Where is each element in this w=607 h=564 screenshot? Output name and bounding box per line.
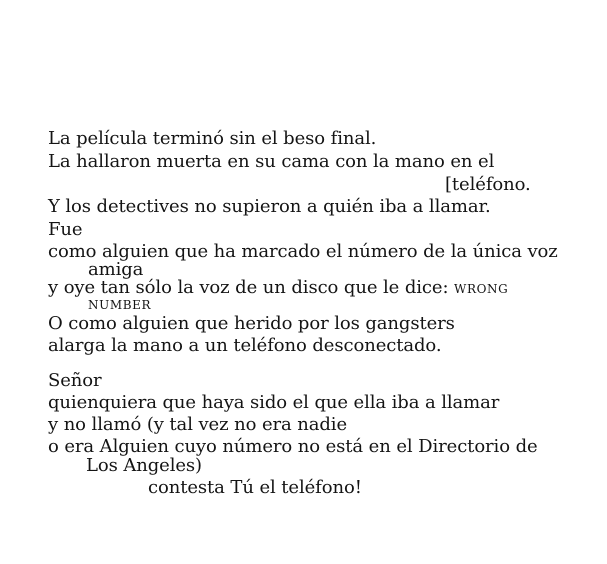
- stanza2-line-3: y no llamó (y tal vez no era nadie: [48, 414, 348, 435]
- stanza1-line-5-continuation: amiga: [88, 259, 144, 280]
- stanza1-line-2-continuation: [teléfono.: [445, 174, 531, 195]
- stanza2-line-1: Señor: [48, 370, 102, 391]
- stanza1-line-8: alarga la mano a un teléfono desconectado.: [48, 335, 442, 356]
- stanza1-line-4: Fue: [48, 219, 83, 240]
- stanza1-line-2: La hallaron muerta en su cama con la mano en el: [48, 151, 495, 172]
- stanza1-line-5: como alguien que ha marcado el número de la única voz: [48, 241, 558, 262]
- stanza1-line-1: La película terminó sin el beso final.: [48, 128, 377, 149]
- stanza1-line-6-text: y oye tan sólo la voz de un disco que le dice:: [48, 277, 449, 298]
- stanza2-line-5: contesta Tú el teléfono!: [148, 477, 362, 498]
- stanza2-line-2: quienquiera que haya sido el que ella iba a llamar: [48, 392, 500, 413]
- stanza1-line-3: Y los detectives no supieron a quién iba a llamar.: [48, 196, 491, 217]
- stanza1-line-6-continuation: NUMBER: [88, 298, 152, 312]
- stanza1-line-7: O como alguien que herido por los gangsters: [48, 313, 455, 334]
- stanza2-line-4: o era Alguien cuyo número no está en el Directorio de: [48, 436, 538, 457]
- stanza1-line-6-smallcaps: WRONG: [454, 282, 509, 296]
- stanza2-line-4-continuation: Los Angeles): [86, 455, 202, 476]
